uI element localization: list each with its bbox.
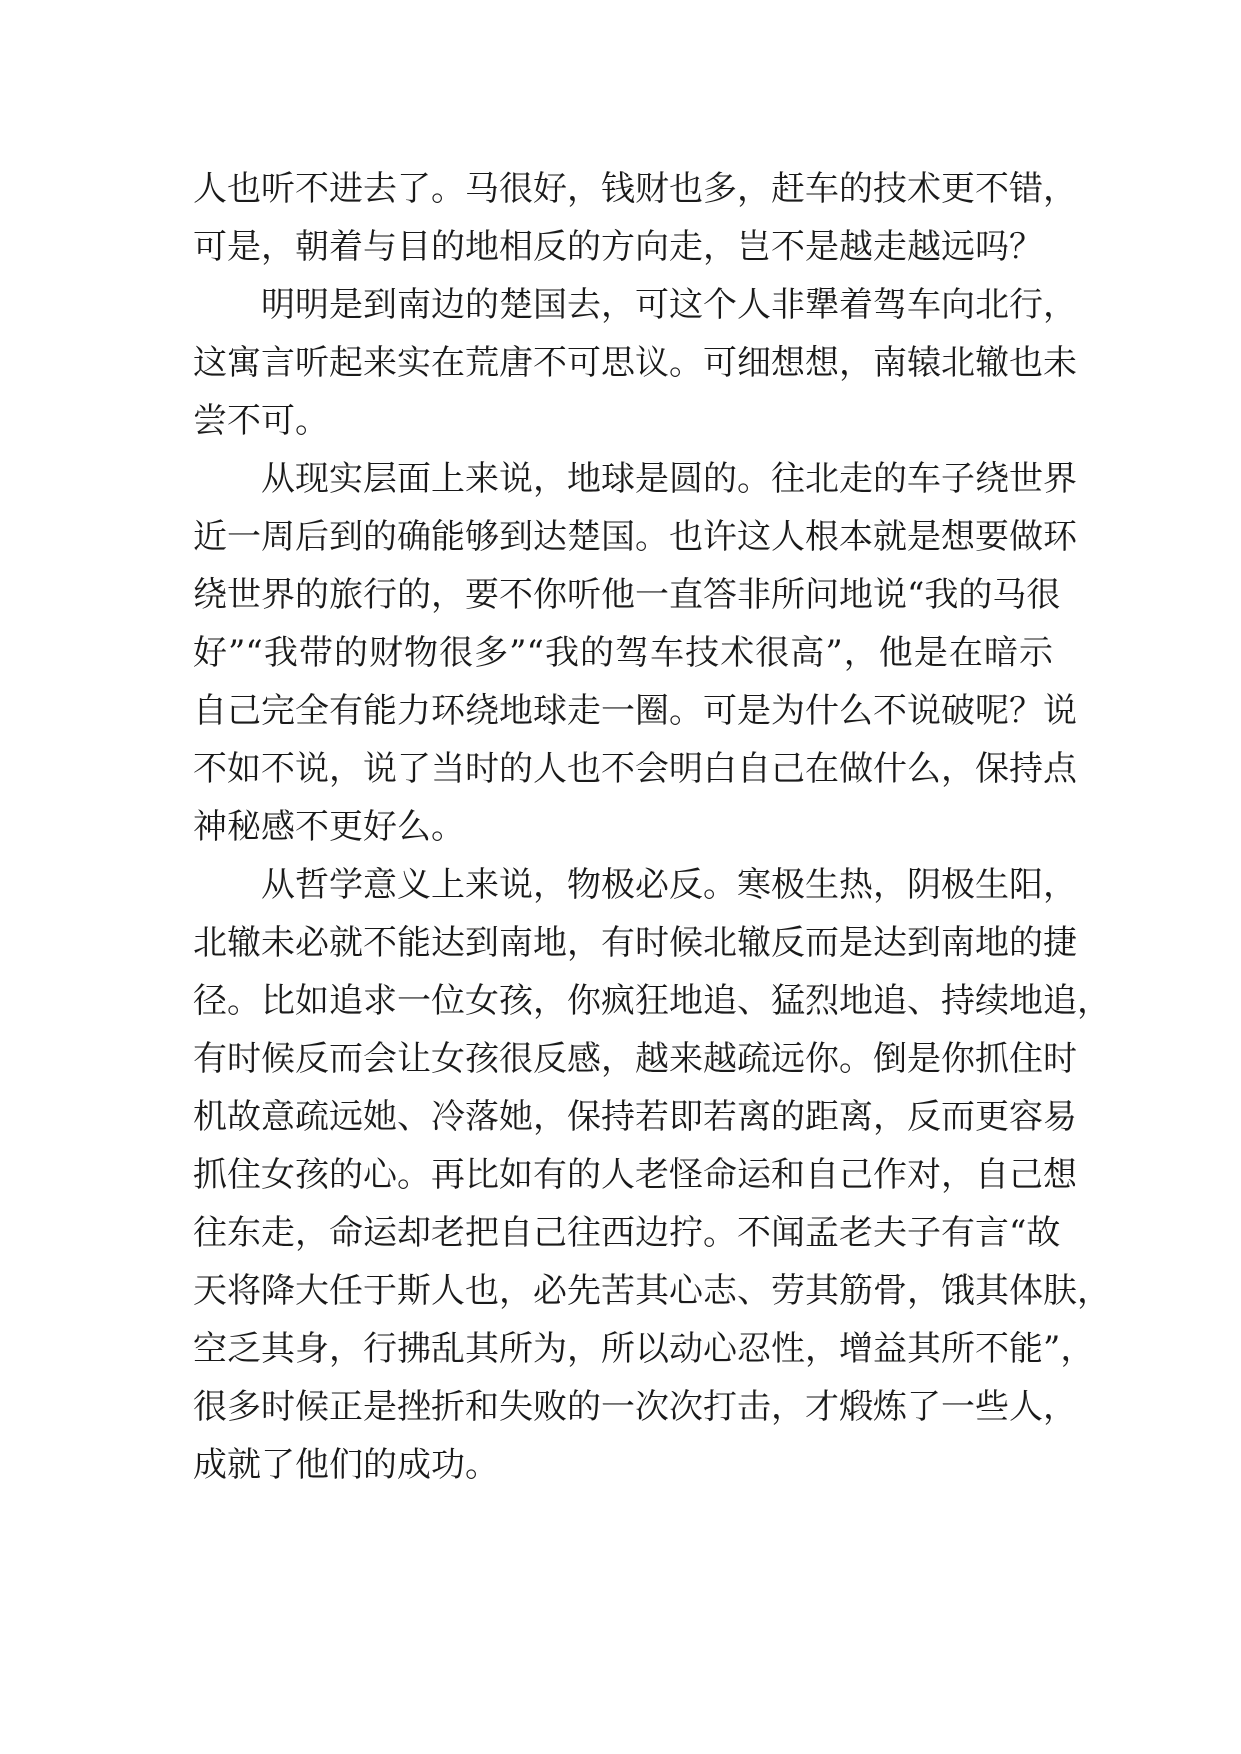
text-line: 好”“我带的财物很多”“我的驾车技术很高”，他是在暗示 [193,633,1053,673]
text-line: 很多时候正是挫折和失败的一次次打击，才煅炼了一些人， [193,1387,1077,1427]
text-line: 往东走，命运却老把自己往西边拧。不闻孟老夫子有言“故 [193,1213,1061,1253]
text-line: 近一周后到的确能够到达楚国。也许这人根本就是想要做环 [193,517,1077,557]
text-line: 成就了他们的成功。 [193,1445,499,1485]
text-line: 径。比如追求一位女孩，你疯狂地追、猛烈地追、持续地追， [193,981,1111,1021]
text-line: 从哲学意义上来说，物极必反。寒极生热，阴极生阳， [261,865,1077,905]
text-line: 绕世界的旅行的，要不你听他一直答非所问地说“我的马很 [193,575,1061,615]
text-line: 抓住女孩的心。再比如有的人老怪命运和自己作对，自己想 [193,1155,1077,1195]
text-line: 明明是到南边的楚国去，可这个人非犟着驾车向北行， [261,285,1077,325]
text-line: 北辙未必就不能达到南地，有时候北辙反而是达到南地的捷 [193,923,1077,963]
text-line: 机故意疏远她、冷落她，保持若即若离的距离，反而更容易 [193,1097,1077,1137]
text-line: 人也听不进去了。马很好，钱财也多，赶车的技术更不错， [193,169,1077,209]
text-line: 从现实层面上来说，地球是圆的。往北走的车子绕世界 [261,459,1077,499]
text-line: 可是，朝着与目的地相反的方向走，岂不是越走越远吗？ [193,227,1043,267]
text-line: 神秘感不更好么。 [193,807,465,847]
body-text [193,160,1111,1494]
text-line: 不如不说，说了当时的人也不会明白自己在做什么，保持点 [193,749,1077,789]
text-line: 自己完全有能力环绕地球走一圈。可是为什么不说破呢？说 [193,691,1077,731]
text-line: 尝不可。 [193,401,329,441]
text-line: 天将降大任于斯人也，必先苦其心志、劳其筋骨，饿其体肤， [193,1271,1111,1311]
text-line: 这寓言听起来实在荒唐不可思议。可细想想，南辕北辙也未 [193,343,1077,383]
text-line: 空乏其身，行拂乱其所为，所以动心忍性，增益其所不能”， [193,1329,1095,1369]
text-line: 有时候反而会让女孩很反感，越来越疏远你。倒是你抓住时 [193,1039,1077,1079]
